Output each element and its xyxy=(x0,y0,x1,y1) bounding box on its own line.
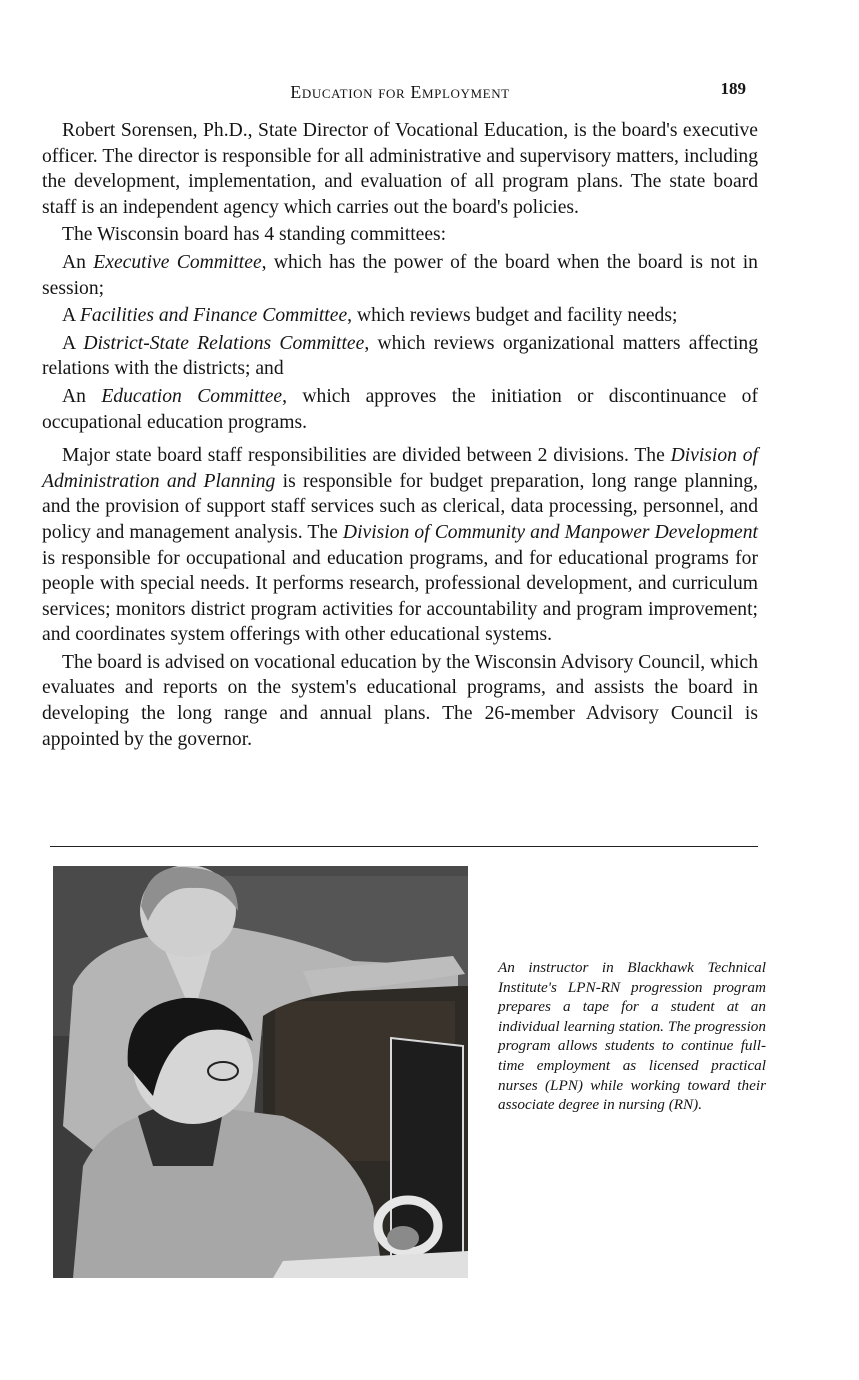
division-name: Division of Community and Manpower Development xyxy=(342,521,758,543)
page-number: 189 xyxy=(720,79,746,98)
text-span: is responsible for occupational and education programs, and for educational programs for people with special needs. It performs research, professional development, and curriculum services; monitors district program activities for accountability and program improvement; and coordinates system offerings with other educational systems. xyxy=(42,547,758,646)
text-span: , which approves the initiation or discontinuance of occupational education programs. xyxy=(42,385,758,433)
text-span: An xyxy=(62,385,102,407)
text-span: Major state board staff responsibilities are divided between 2 divisions. The xyxy=(62,445,671,467)
text-span: , which reviews budget and facility needs; xyxy=(347,305,678,327)
section-divider xyxy=(50,846,758,847)
committee-name: Executive Committee xyxy=(93,251,262,273)
page-header xyxy=(40,79,760,110)
text-span: An xyxy=(62,251,94,273)
committee-name: District-State Relations Committee xyxy=(83,332,365,354)
running-head: Education for Employment xyxy=(290,82,510,102)
text-span: , which reviews organizational matters affecting relations with the districts; and xyxy=(42,332,758,380)
photo-instructor-and-student xyxy=(53,866,468,1278)
division-name: Division of Administration and Planning xyxy=(42,445,758,492)
photo-caption: An instructor in Blackhawk Technical Institute's LPN-RN progression program prepares a tape for a student at an individual learning station. The progression program allows students to continue full-time employment as licensed practical nurses (LPN) while working toward their associate degree in nursing (RN). xyxy=(498,959,766,1114)
paragraph-staff-divisions xyxy=(42,443,758,648)
photo-illustration xyxy=(53,866,468,1278)
text-span: A xyxy=(62,332,84,354)
paragraph-executive-committee xyxy=(42,250,758,301)
paragraph-education-committee xyxy=(42,384,758,435)
body-text xyxy=(42,118,758,754)
committee-name: Facilities and Finance Committee xyxy=(79,305,348,327)
text-span: is responsible for budget preparation, long range planning, and the provision of support staff services such as clerical, data processing, personnel, and policy and management analysis. The xyxy=(42,470,758,543)
text-span: , which has the power of the board when the board is not in session; xyxy=(42,251,758,299)
committee-name: Education Committee xyxy=(101,385,283,407)
text-span: A xyxy=(62,305,80,327)
paragraph-facilities-committee xyxy=(42,303,758,329)
paragraph-board-executive: Robert Sorensen, Ph.D., State Director of Vocational Education, is the board's executive officer. The director is responsible for all administrative and supervisory matters, including the development, implementation, and evaluation of all program plans. The state board staff is an independent agency which carries out the board's policies. xyxy=(42,120,758,218)
paragraph-advisory-council: The board is advised on vocational education by the Wisconsin Advisory Council, which evaluates and reports on the system's educational programs, and assists the board in developing the long range and annual plans. The 26-member Advisory Council is appointed by the governor. xyxy=(42,651,758,750)
paragraph-standing-committees: The Wisconsin board has 4 standing committees: xyxy=(62,224,447,246)
paragraph-district-state-committee xyxy=(42,331,758,382)
